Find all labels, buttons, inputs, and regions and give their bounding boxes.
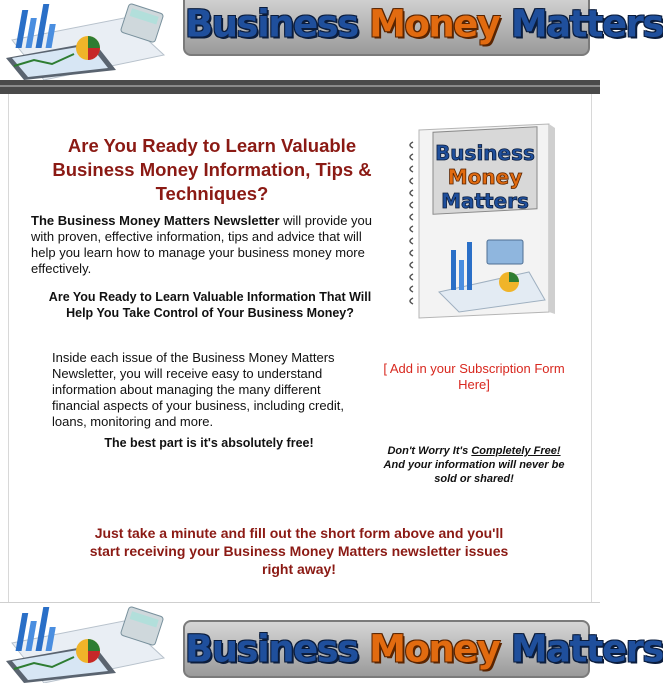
privacy-guarantee [379, 444, 569, 486]
brand-logo [183, 620, 663, 678]
brand-logo [183, 0, 663, 56]
logo-word-3: Matters [510, 2, 663, 46]
logo-word-1: Business [185, 627, 358, 671]
header-divider-band [0, 80, 600, 94]
subscription-form-placeholder: [ Add in your Subscription Form Here] [383, 361, 565, 392]
intro-paragraph [31, 213, 381, 277]
intro-bold: The Business Money Matters Newsletter [31, 213, 280, 228]
financial-graphic [4, 603, 172, 683]
guarantee-text-pre: Don't Worry It's [387, 445, 472, 457]
main-content [8, 94, 592, 603]
newsletter-ecover-image [399, 122, 559, 322]
intro-rest: will provide you with proven, effective information, tips and advice that will help you learn how to manage your business money more effectively. [31, 213, 373, 276]
completely-free-link: Completely Free! [471, 445, 561, 457]
call-to-action: Just take a minute and fill out the short form above and you'll start receiving your Business Money Matters newsletter issues right away! [89, 525, 509, 577]
guarantee-text-post: And your information will never be sold or shared! [383, 459, 565, 485]
logo-word-2: Money [369, 2, 500, 46]
ecover-word-2: Money [447, 165, 523, 189]
financial-graphic [4, 0, 172, 80]
top-header [0, 0, 663, 80]
ecover-word-1: Business [435, 141, 535, 165]
page-headline: Are You Ready to Learn Valuable Business Money Information, Tips & Techniques? [52, 135, 372, 204]
bottom-header [0, 603, 663, 683]
ecover-word-3: Matters [441, 189, 529, 213]
subheadline: Are You Ready to Learn Valuable Information That Will Help You Take Control of Your Business Money? [48, 290, 372, 320]
free-callout: The best part is it's absolutely free! [104, 436, 314, 450]
body-paragraph: Inside each issue of the Business Money Matters Newsletter, you will receive easy to understand information about managing the many different financial aspects of your business, including credit, loans, monitoring and more. [52, 350, 344, 429]
logo-word-3: Matters [510, 627, 663, 671]
logo-word-1: Business [185, 2, 358, 46]
logo-word-2: Money [369, 627, 500, 671]
